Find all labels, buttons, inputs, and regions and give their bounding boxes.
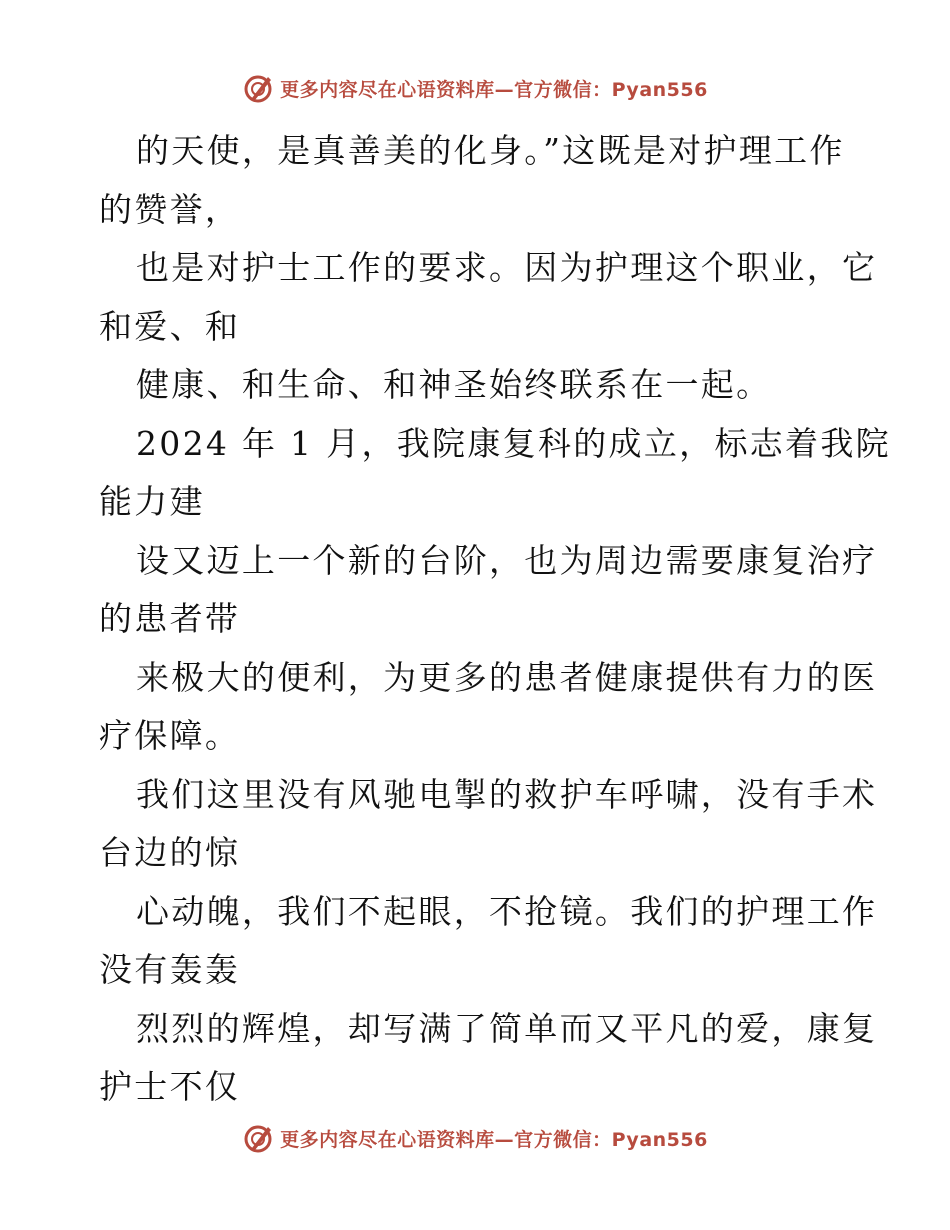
paragraph bbox=[99, 766, 878, 883]
watermark-text: 更多内容尽在心语资料库—官方微信：Pyan556 bbox=[280, 1128, 708, 1151]
paragraph-line: 的赞誉， bbox=[99, 189, 241, 229]
paragraph-line: 健康、和生命、和神圣始终联系在一起。 bbox=[136, 365, 772, 404]
paragraph-line: 疗保障。 bbox=[99, 716, 241, 755]
document-body bbox=[99, 122, 891, 1117]
paragraph bbox=[99, 122, 859, 239]
paragraph-line: 能力建 bbox=[99, 482, 205, 521]
paragraph-line: 的天使，是真善美的化身。”这既是对护理工作 bbox=[136, 131, 845, 170]
paragraph bbox=[99, 239, 878, 356]
paragraph bbox=[99, 1000, 878, 1117]
paragraph bbox=[99, 883, 878, 1000]
header-watermark bbox=[0, 72, 950, 104]
pen-logo-icon bbox=[242, 72, 274, 104]
paragraph-line: 烈烈的辉煌，却写满了简单而又平凡的爱，康复 bbox=[136, 1008, 878, 1048]
paragraph bbox=[99, 356, 859, 415]
paragraph-line: 我们这里没有风驰电掣的救护车呼啸，没有手术 bbox=[136, 774, 878, 814]
paragraph-line: 和爱、和 bbox=[99, 306, 241, 346]
paragraph-line: 心动魄，我们不起眼，不抢镜。我们的护理工作 bbox=[136, 891, 878, 931]
paragraph-line: 也是对护士工作的要求。因为护理这个职业，它 bbox=[136, 248, 878, 287]
paragraph-line: 护士不仅 bbox=[99, 1067, 241, 1106]
pen-logo-icon bbox=[242, 1122, 274, 1154]
paragraph bbox=[99, 649, 878, 766]
paragraph-line: 没有轰轰 bbox=[99, 950, 241, 989]
paragraph-line: 设又迈上一个新的台阶，也为周边需要康复治疗 bbox=[136, 540, 878, 580]
footer-watermark bbox=[0, 1122, 950, 1154]
paragraph bbox=[99, 532, 878, 649]
paragraph-line: 来极大的便利，为更多的患者健康提供有力的医 bbox=[136, 657, 878, 697]
paragraph-line: 的患者带 bbox=[99, 599, 241, 638]
paragraph-line: 2024 年 1 月，我院康复科的成立，标志着我院 bbox=[136, 423, 891, 463]
watermark-text: 更多内容尽在心语资料库—官方微信：Pyan556 bbox=[280, 78, 708, 101]
paragraph bbox=[99, 415, 891, 532]
paragraph-line: 台边的惊 bbox=[99, 833, 241, 872]
